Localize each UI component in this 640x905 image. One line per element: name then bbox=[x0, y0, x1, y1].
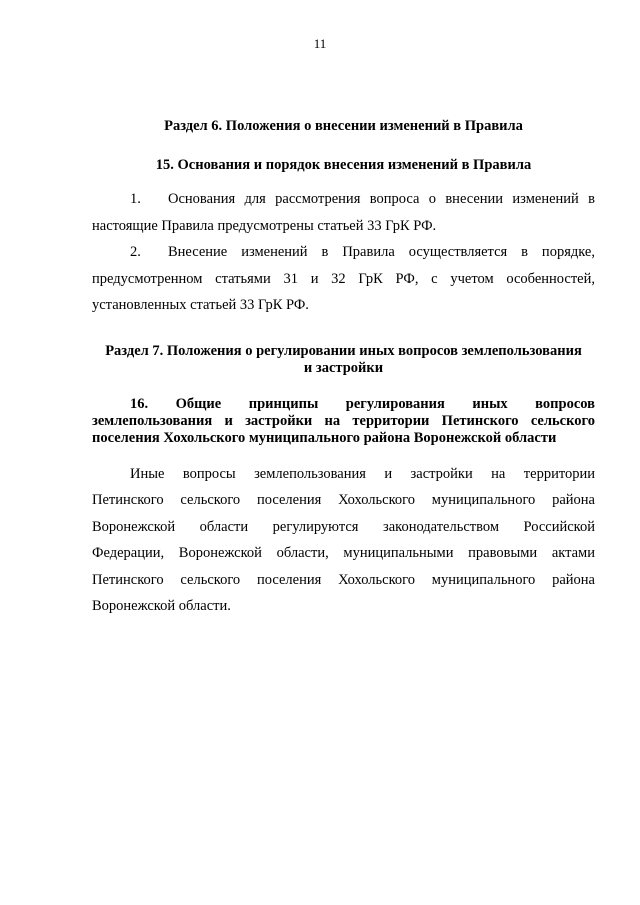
item-text: Основания для рассмотрения вопроса о внесении изменений в bbox=[168, 191, 595, 207]
section-6-title: Раздел 6. Положения о внесении изменений в Правила bbox=[164, 118, 523, 134]
item-number: 1. bbox=[130, 191, 141, 207]
article-16-body-line-6: Воронежской области. bbox=[92, 598, 231, 614]
article-16-body-line-1 bbox=[92, 461, 595, 488]
article-16-title-text: 16. Общие принципы регулирования иных вопросов bbox=[130, 395, 595, 412]
article-15-item-1 bbox=[92, 186, 595, 239]
article-16-body bbox=[92, 461, 595, 620]
article-15-item-2-line-1 bbox=[92, 239, 595, 266]
article-15-item-1-line-1 bbox=[92, 186, 595, 213]
article-15-item-2-line-2: предусмотренном статьями 31 и 32 ГрК РФ, с учетом особенностей, bbox=[92, 270, 595, 287]
article-15-title: 15. Основания и порядок внесения изменений в Правила bbox=[155, 157, 532, 173]
article-16-title-line-2: землепользования и застройки на территории Петинского сельского bbox=[92, 412, 595, 429]
item-text: Внесение изменений в Правила осуществляется в порядке, bbox=[168, 244, 595, 260]
article-16-title-line-1 bbox=[92, 396, 595, 413]
section-7-title bbox=[92, 343, 595, 377]
item-number: 2. bbox=[130, 244, 141, 260]
article-16-body-line-3: Воронежской области регулируются законодательством Российской bbox=[92, 518, 595, 535]
article-15-item-2-line-3: установленных статьей 33 ГрК РФ. bbox=[92, 297, 309, 313]
article-15-item-1-line-2: настоящие Правила предусмотрены статьей 33 ГрК РФ. bbox=[92, 217, 437, 234]
section-7-title-line-1: Раздел 7. Положения о регулировании иных вопросов землепользования bbox=[105, 342, 582, 359]
article-16-body-line-2: Петинского сельского поселения Хохольского муниципального района bbox=[92, 492, 595, 508]
article-16-body-line-5: Петинского сельского поселения Хохольского муниципального района bbox=[92, 571, 595, 588]
article-16-title-line-3: поселения Хохольского муниципального района Воронежской области bbox=[92, 429, 557, 446]
article-16-title bbox=[92, 396, 595, 447]
section-7-title-line-2: и застройки bbox=[303, 359, 384, 376]
document-body bbox=[92, 118, 595, 620]
article-16-body-line-4: Федерации, Воронежской области, муниципальными правовыми актами bbox=[92, 545, 595, 561]
page-number: 11 bbox=[313, 36, 327, 51]
body-text: Иные вопросы землепользования и застройки на территории bbox=[130, 465, 595, 482]
article-15-item-2 bbox=[92, 239, 595, 319]
